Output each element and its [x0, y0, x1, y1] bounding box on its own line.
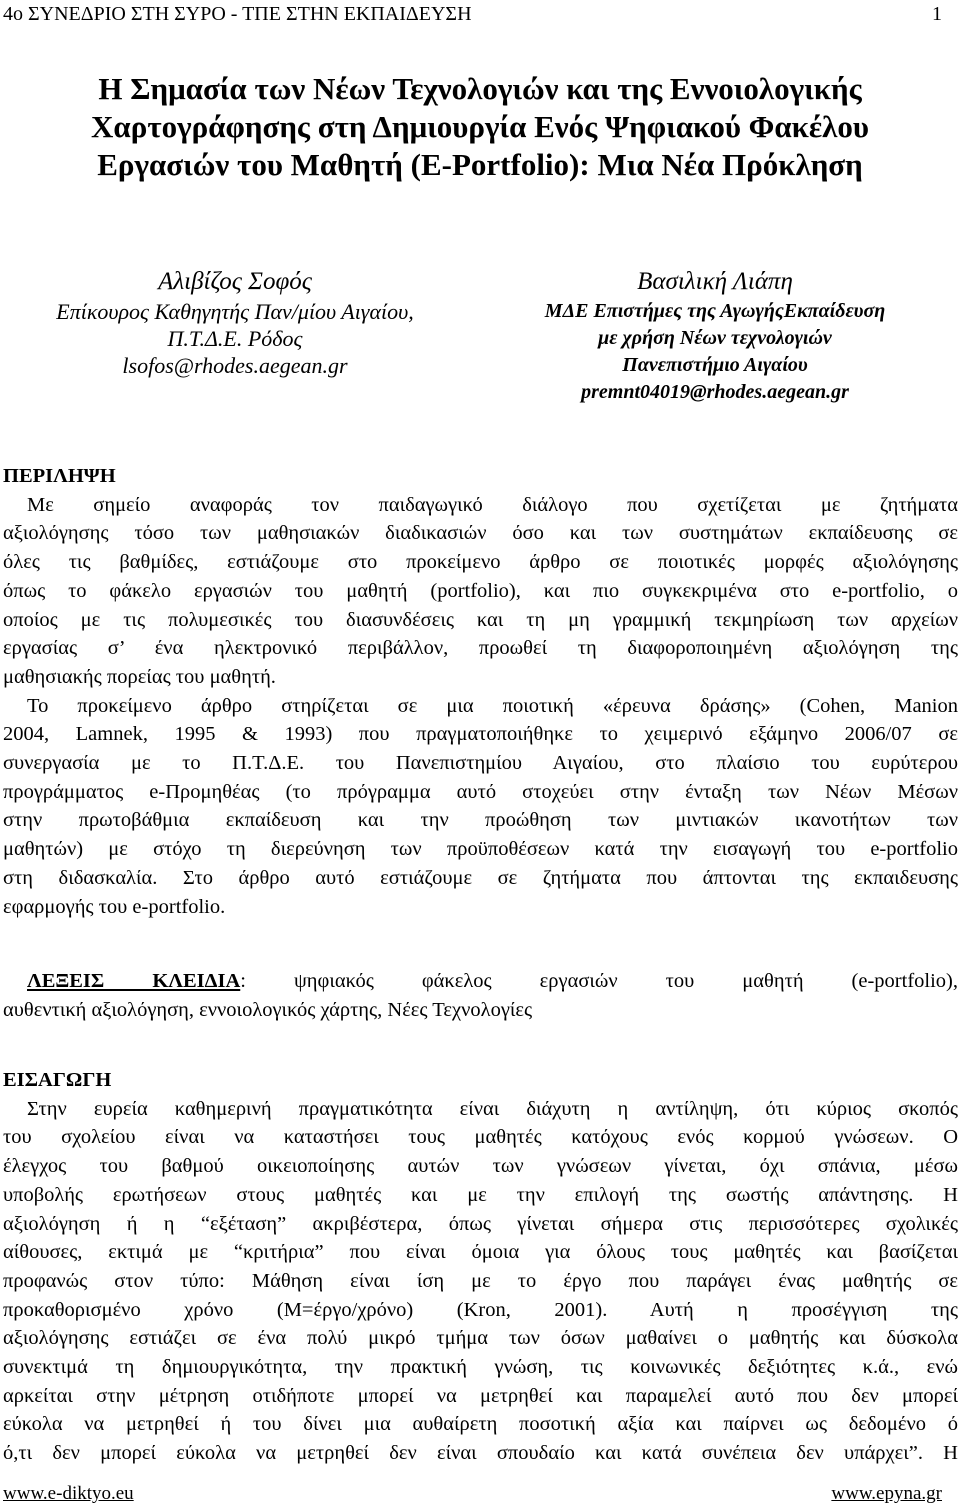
intro-line: αξιολόγησης εστιάζει σε ένα πολύ μικρό τμήμα των όσων μαθαίνει ο μαθητής και δύσκολα — [3, 1327, 958, 1350]
author-affiliation: ΜΔΕ Επιστήμες της ΑγωγήςΕκπαίδευση — [544, 300, 886, 322]
keywords-text: : ψηφιακός φάκελος εργασιών του μαθητή (e-portfolio), — [240, 970, 958, 992]
abstract-line: μαθητών) με στόχο τη διερεύνηση των προϋποθέσεων κατά την εισαγωγή του e-portfolio — [3, 838, 958, 861]
abstract-line: μαθησιακής πορείας του μαθητή. — [3, 665, 276, 688]
author-affiliation: Επίκουρος Καθηγητής Παν/μίου Αιγαίου, — [56, 299, 414, 324]
intro-line: του σχολείου είναι να καταστήσει τους μαθητές κατόχους ενός κορμού γνώσεων. Ο — [3, 1126, 958, 1149]
header-conference: 4ο ΣΥΝΕΔΡΙΟ ΣΤΗ ΣΥΡΟ - ΤΠΕ ΣΤΗΝ ΕΚΠΑΙΔΕΥΣΗ — [3, 3, 472, 25]
abstract-line: στην πρωτοβάθμια εκπαίδευση και την προώθηση των μιντιακών ικανοτήτων των — [3, 809, 958, 832]
author-affiliation: Π.Τ.Δ.Ε. Ρόδος — [167, 326, 303, 351]
abstract-heading: ΠΕΡΙΛΗΨΗ — [3, 465, 116, 487]
intro-line: ό,τι δεν μπορεί εύκολα να μετρηθεί δεν είναι σπουδαίο και κατά συνέπεια δεν υπάρχει”. Η — [3, 1442, 958, 1465]
intro-line: αίθουσες, εκτιμά με “κριτήρια” που είναι όμοια για όλους τους μαθητές και βασίζεται — [3, 1241, 958, 1264]
author-block-2 — [470, 266, 960, 406]
author-affiliation: Πανεπιστήμιο Αιγαίου — [622, 354, 808, 376]
intro-line: υποβολής ερωτήσεων στους μαθητές και με την επιλογή της σωστής απάντησης. Η — [3, 1183, 958, 1206]
author-name: Αλιβίζος Σοφός — [158, 268, 312, 295]
paper-title — [0, 70, 960, 184]
page-footer — [3, 1483, 942, 1505]
keywords-label: ΛΕΞΕΙΣ ΚΛΕΙΔΙΑ — [27, 970, 241, 992]
intro-line: εύκολα να μετρηθεί ή του δίνει μια αυθαίρετη ποσοτική αξία και παίρνει ως δεδομένο ό — [3, 1413, 958, 1436]
abstract-line: στη διδασκαλία. Στο άρθρο αυτό εστιάζουμε σε ζητήματα που άπτονται της εκπαιδευσης — [3, 866, 958, 889]
abstract-line: όπως το φάκελο εργασιών του μαθητή (portfolio), και πιο συγκεκριμένα στο e-portfolio, ο — [3, 579, 958, 602]
abstract-line: Με σημείο αναφοράς τον παιδαγωγικό διάλογο που σχετίζεται με ζητήματα — [27, 493, 958, 516]
abstract-line: συνεργασία με το Π.Τ.Δ.Ε. του Πανεπιστημίου Αιγαίου, στο πλαίσιο του ευρύτερου — [3, 752, 958, 775]
intro-line: αξιολόγηση ή η “εξέταση” ακριβέστερα, όπως γίνεται σήμερα στις περισσότερες σχολικές — [3, 1212, 958, 1235]
author-email: lsofos@rhodes.aegean.gr — [122, 353, 348, 378]
abstract-line: 2004, Lamnek, 1995 & 1993) που πραγματοποιήθηκε το χειμερινό εξάμηνο 2006/07 σε — [3, 723, 958, 746]
intro-line: προφανώς στον τύπο: Μάθηση είναι ίση με το έργο που παράγει ένας μαθητής σε — [3, 1269, 958, 1292]
title-line: Εργασιών του Μαθητή (E-Portfolio): Μια Νέα Πρόκληση — [97, 147, 863, 182]
title-line: Η Σημασία των Νέων Τεχνολογιών και της Εννοιολογικής — [98, 71, 862, 106]
keywords-section — [3, 967, 958, 1024]
introduction-section — [3, 1066, 958, 1468]
keywords-line: αυθεντική αξιολόγηση, εννοιολογικός χάρτης, Νέες Τεχνολογίες — [3, 998, 533, 1021]
intro-line: έλεγχος του βαθμού οικειοποίησης αυτών των γνώσεων γίνεται, όχι σπάνια, μέσω — [3, 1155, 958, 1178]
abstract-section — [3, 462, 958, 921]
intro-line: προκαθορισμένο χρόνο (Μ=έργο/χρόνο) (Kron, 2001). Αυτή η προσέγγιση της — [3, 1298, 958, 1321]
intro-line: συνεκτιμά τη δημιουργικότητα, την πρακτική γνώση, τις κοινωνικές δεξιότητες κ.ά., ενώ — [3, 1356, 958, 1379]
author-name: Βασιλική Λιάπη — [637, 268, 793, 295]
intro-heading: ΕΙΣΑΓΩΓΗ — [3, 1069, 112, 1091]
footer-link-right[interactable]: www.epyna.gr — [831, 1483, 942, 1504]
abstract-line: αξιολόγησης τόσο των μαθησιακών διαδικασιών όσο και των συστημάτων εκπαίδευσης σε — [3, 522, 958, 545]
page-header — [3, 2, 942, 26]
title-line: Χαρτογράφησης στη Δημιουργία Ενός Ψηφιακού Φακέλου — [91, 109, 869, 144]
author-affiliation: με χρήση Νέων τεχνολογιών — [598, 327, 832, 349]
author-email: premnt04019@rhodes.aegean.gr — [581, 381, 849, 403]
abstract-line: εφαρμογής του e-portfolio. — [3, 895, 226, 918]
intro-line: Στην ευρεία καθημερινή πραγματικότητα είναι διάχυτη η αντίληψη, ότι κύριος σκοπός — [27, 1097, 958, 1120]
page-number: 1 — [932, 3, 942, 25]
footer-link-left[interactable]: www.e-diktyo.eu — [3, 1483, 134, 1504]
abstract-line: οποίος με τις πολυμεσικές του διασυνδέσεις και τη μη γραμμική τεκμηρίωση των αρχείων — [3, 608, 958, 631]
abstract-line: προγράμματος e-Προμηθέας (το πρόγραμμα αυτό στοχεύει στην ένταξη των Νέων Μέσων — [3, 780, 958, 803]
abstract-line: Το προκείμενο άρθρο στηρίζεται σε μια ποιοτική «έρευνα δράσης» (Cohen, Manion — [27, 694, 958, 717]
author-block-1 — [0, 266, 470, 379]
intro-line: αρκείται στην μέτρηση οτιδήποτε μπορεί να μετρηθεί και παραμελεί αυτό που δεν μπορεί — [3, 1384, 958, 1407]
abstract-line: εργασίας σ’ ένα ηλεκτρονικό περιβάλλον, προωθεί τη διαφοροποιημένη αξιολόγηση της — [3, 637, 958, 660]
keywords-line — [3, 967, 958, 996]
abstract-line: όλες τις βαθμίδες, εστιάζουμε στο προκείμενο άρθρο σε ποιοτικές μορφές αξιολόγησης — [3, 551, 958, 574]
